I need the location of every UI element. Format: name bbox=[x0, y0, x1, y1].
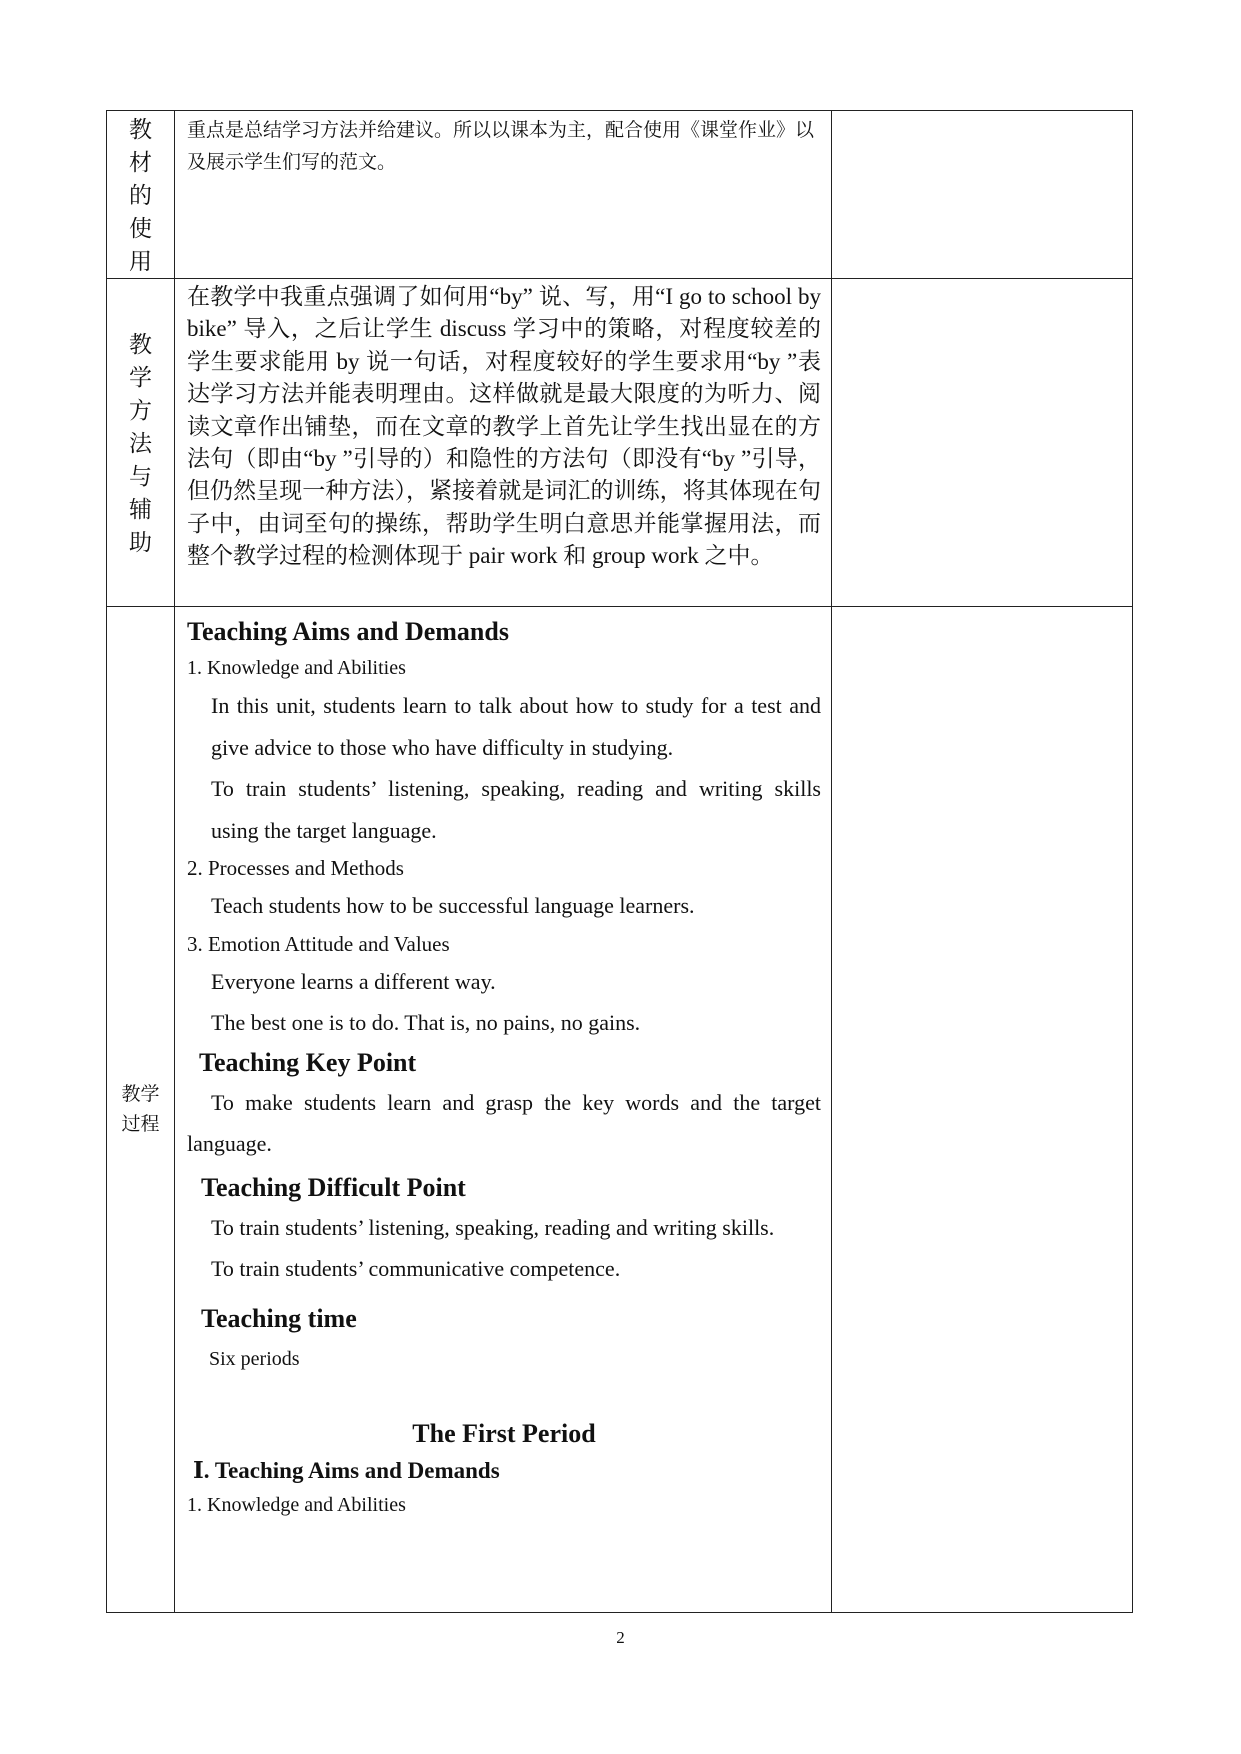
table-row bbox=[107, 607, 1133, 1613]
page-number: 2 bbox=[616, 1628, 625, 1647]
item-knowledge-abilities: 1. Knowledge and Abilities bbox=[187, 657, 406, 679]
item-processes-methods: 2. Processes and Methods bbox=[187, 856, 404, 880]
row-label-teaching-process: 教学 过程 bbox=[107, 607, 175, 1613]
paragraph: To train students’ listening, speaking, reading and writing skills using the target language. bbox=[211, 776, 821, 843]
paragraph: To train students’ listening, speaking, reading and writing skills. bbox=[211, 1214, 775, 1240]
teaching-time-heading: Teaching time bbox=[201, 1303, 357, 1333]
row-label-teaching-method: 教 学 方 法 与 辅 助 bbox=[107, 279, 175, 607]
paragraph: In this unit, students learn to talk about how to study for a test and give advice to those who have difficulty in studying. bbox=[211, 693, 821, 760]
difficult-point-heading: Teaching Difficult Point bbox=[201, 1172, 466, 1202]
key-point-heading: Teaching Key Point bbox=[199, 1047, 417, 1077]
paragraph: To make students learn and grasp the key words and the target language. bbox=[187, 1089, 821, 1156]
notes-cell bbox=[832, 111, 1133, 279]
paragraph: To train students’ communicative competence. bbox=[211, 1256, 621, 1281]
teaching-time-value: Six periods bbox=[209, 1347, 300, 1370]
first-period-heading: The First Period bbox=[412, 1418, 596, 1448]
row-content-textbook-use bbox=[175, 111, 832, 279]
textbook-use-text: 重点是总结学习方法并给建议。所以以课本为主，配合使用《课堂作业》以及展示学生们写的范文。 bbox=[187, 120, 815, 173]
row-content-teaching-process bbox=[175, 607, 832, 1613]
paragraph: Teach students how to be successful language learners. bbox=[211, 893, 695, 918]
table-row bbox=[107, 279, 1133, 607]
row-content-teaching-method bbox=[175, 279, 832, 607]
roman-aims-heading: Ⅰ. Teaching Aims and Demands bbox=[193, 1457, 500, 1483]
paragraph: Everyone learns a different way. bbox=[211, 968, 496, 994]
aims-heading: Teaching Aims and Demands bbox=[187, 617, 509, 646]
table-row bbox=[107, 111, 1133, 279]
item-knowledge-abilities-2: 1. Knowledge and Abilities bbox=[187, 1493, 406, 1516]
notes-cell bbox=[832, 279, 1133, 607]
teaching-method-text: 在教学中我重点强调了如何用“by” 说、写，用“I go to school by bike” 导入，之后让学生 discuss 学习中的策略，对程度较差的学生要求能用 by 说一句话，对程度较好的学生要求用“by ”表达学习方法并能表明理由。这样做就是最大限度的为听力、阅读文章作出铺垫，而在文章的教学上首先让学生找出显在的方法句（即由“by ”引导的）和隐性的方法句（即没有“by ”引导，但仍然呈现一种方法），紧接着就是词汇的训练，将其体现在句子中，由词至句的操练，帮助学生明白意思并能掌握用法，而整个教学过程的检测体现于 pair work 和 group work 之中。 bbox=[187, 284, 821, 569]
paragraph: The best one is to do. That is, no pains, no gains. bbox=[211, 1010, 641, 1035]
item-emotion-attitude: 3. Emotion Attitude and Values bbox=[187, 931, 450, 956]
lesson-plan-table bbox=[106, 110, 1133, 1613]
row-label-textbook-use: 教 材 的 使 用 bbox=[107, 111, 175, 279]
notes-cell bbox=[832, 607, 1133, 1613]
